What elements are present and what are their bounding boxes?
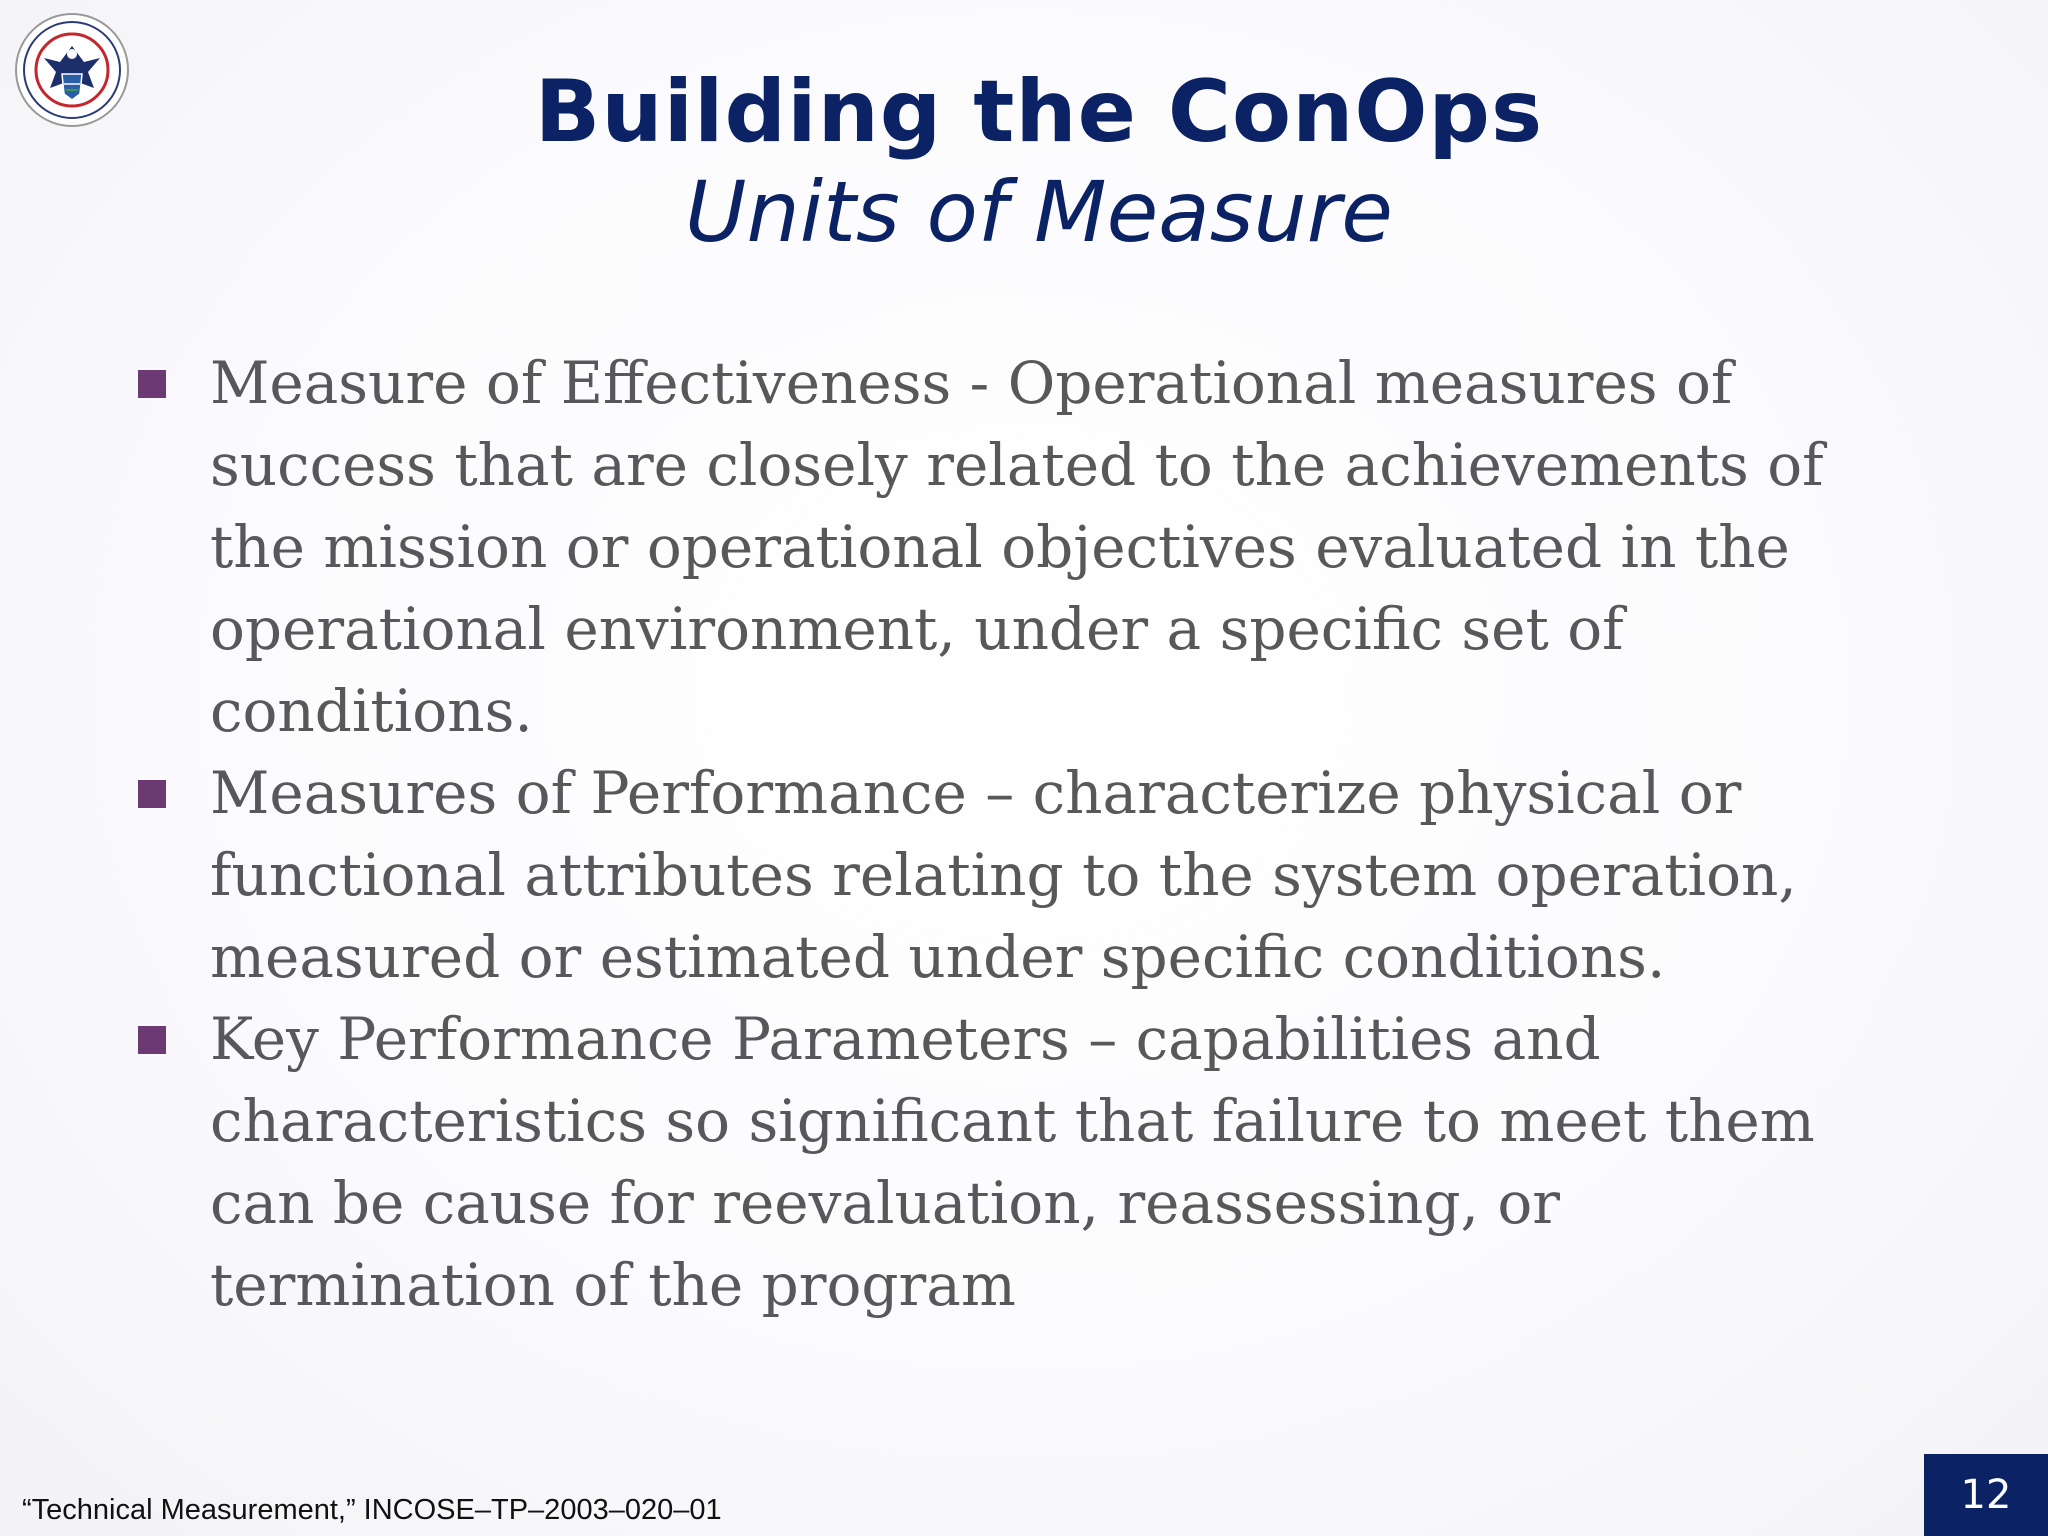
bullet-text: Measure of Effectiveness - Operational measures of success that are closely related to the achievements of the mission or operational objectives evaluated in the operational environment, under a specific set of conditions.	[210, 349, 1824, 745]
list-item	[130, 342, 1910, 752]
square-bullet-icon	[138, 780, 166, 808]
bullet-text: Key Performance Parameters – capabilities and characteristics so significant that failure to meet them can be cause for reevaluation, reassessing, or termination of the program	[210, 1005, 1815, 1319]
list-item	[130, 998, 1910, 1326]
bullet-text: Measures of Performance – characterize physical or functional attributes relating to the system operation, measured or estimated under specific conditions.	[210, 759, 1797, 991]
list-item	[130, 752, 1910, 998]
bullet-list	[130, 342, 1910, 1326]
footnote: “Technical Measurement,” INCOSE–TP–2003–020–01	[22, 1494, 722, 1526]
slide-title-block	[0, 62, 2048, 262]
page-number: 12	[1924, 1454, 2048, 1536]
square-bullet-icon	[138, 1026, 166, 1054]
square-bullet-icon	[138, 370, 166, 398]
slide-title: Building the ConOps	[534, 62, 1544, 162]
slide-subtitle: Units of Measure	[685, 163, 1393, 261]
